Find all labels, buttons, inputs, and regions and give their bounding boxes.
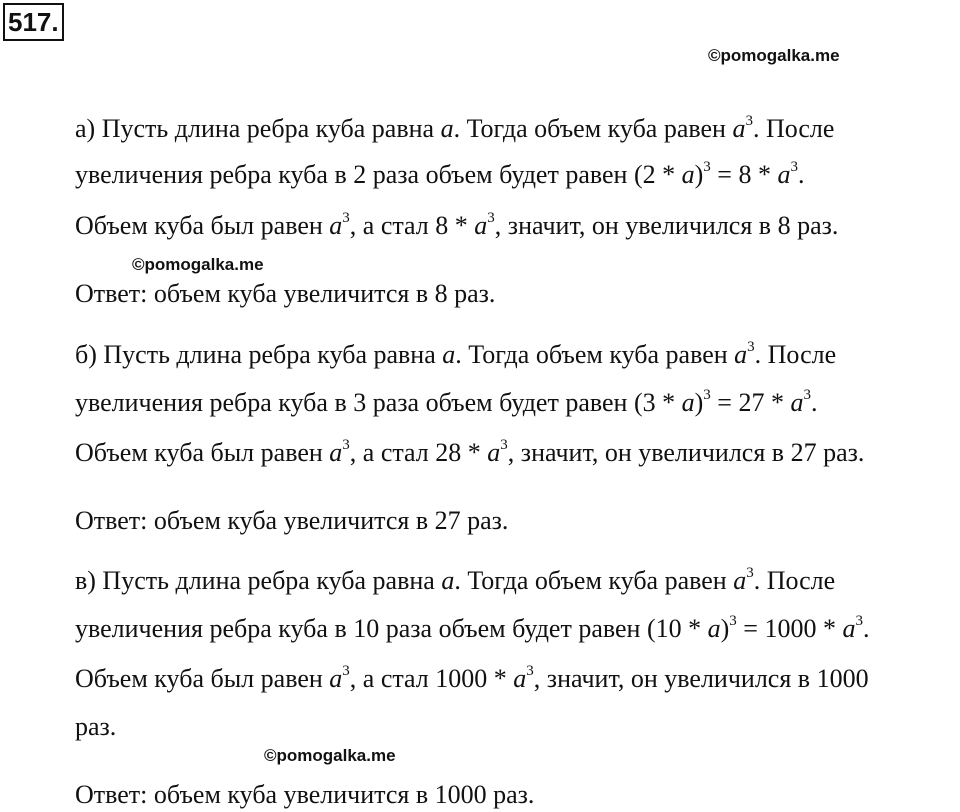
watermark-middle: ©pomogalka.me: [132, 255, 264, 274]
watermark-bottom: ©pomogalka.me: [264, 746, 396, 765]
part-c-line-3: Объем куба был равен $a^3$, а стал $1000 * a^3$, значит, он увеличился в 1000: [75, 663, 869, 693]
problem-number: 517.: [3, 3, 64, 41]
part-a-answer: Ответ: объем куба увеличится в 8 раз.: [75, 279, 496, 308]
part-c-line-1: в) Пусть длина ребра куба равна a. Тогда объем куба равен $a^3$. После: [75, 565, 836, 595]
watermark-top: ©pomogalka.me: [708, 46, 840, 65]
part-b-line-2: увеличения ребра куба в 3 раза объем будет равен $(3 * a)^3 = 27 * a^3$.: [75, 387, 818, 417]
part-a-line-1: а) Пусть длина ребра куба равна a. Тогда объем куба равен $a^3$. После: [75, 113, 835, 143]
part-a-line-2: увеличения ребра куба в 2 раза объем будет равен $(2 * a)^3 = 8 * a^3$.: [75, 159, 805, 189]
part-a-line-3: Объем куба был равен $a^3$, а стал $8 * a^3$, значит, он увеличился в 8 раз.: [75, 210, 839, 240]
part-c-line-2: увеличения ребра куба в 10 раза объем будет равен $(10 * a)^3 = 1000 * a^3$.: [75, 613, 870, 643]
part-b-answer: Ответ: объем куба увеличится в 27 раз.: [75, 506, 509, 535]
part-c-line-4: раз.: [75, 712, 117, 741]
part-c-answer: Ответ: объем куба увеличится в 1000 раз.: [75, 780, 535, 809]
part-b-line-1: б) Пусть длина ребра куба равна a. Тогда объем куба равен $a^3$. После: [75, 339, 837, 369]
part-b-line-3: Объем куба был равен $a^3$, а стал $28 * a^3$, значит, он увеличился в 27 раз.: [75, 437, 865, 467]
